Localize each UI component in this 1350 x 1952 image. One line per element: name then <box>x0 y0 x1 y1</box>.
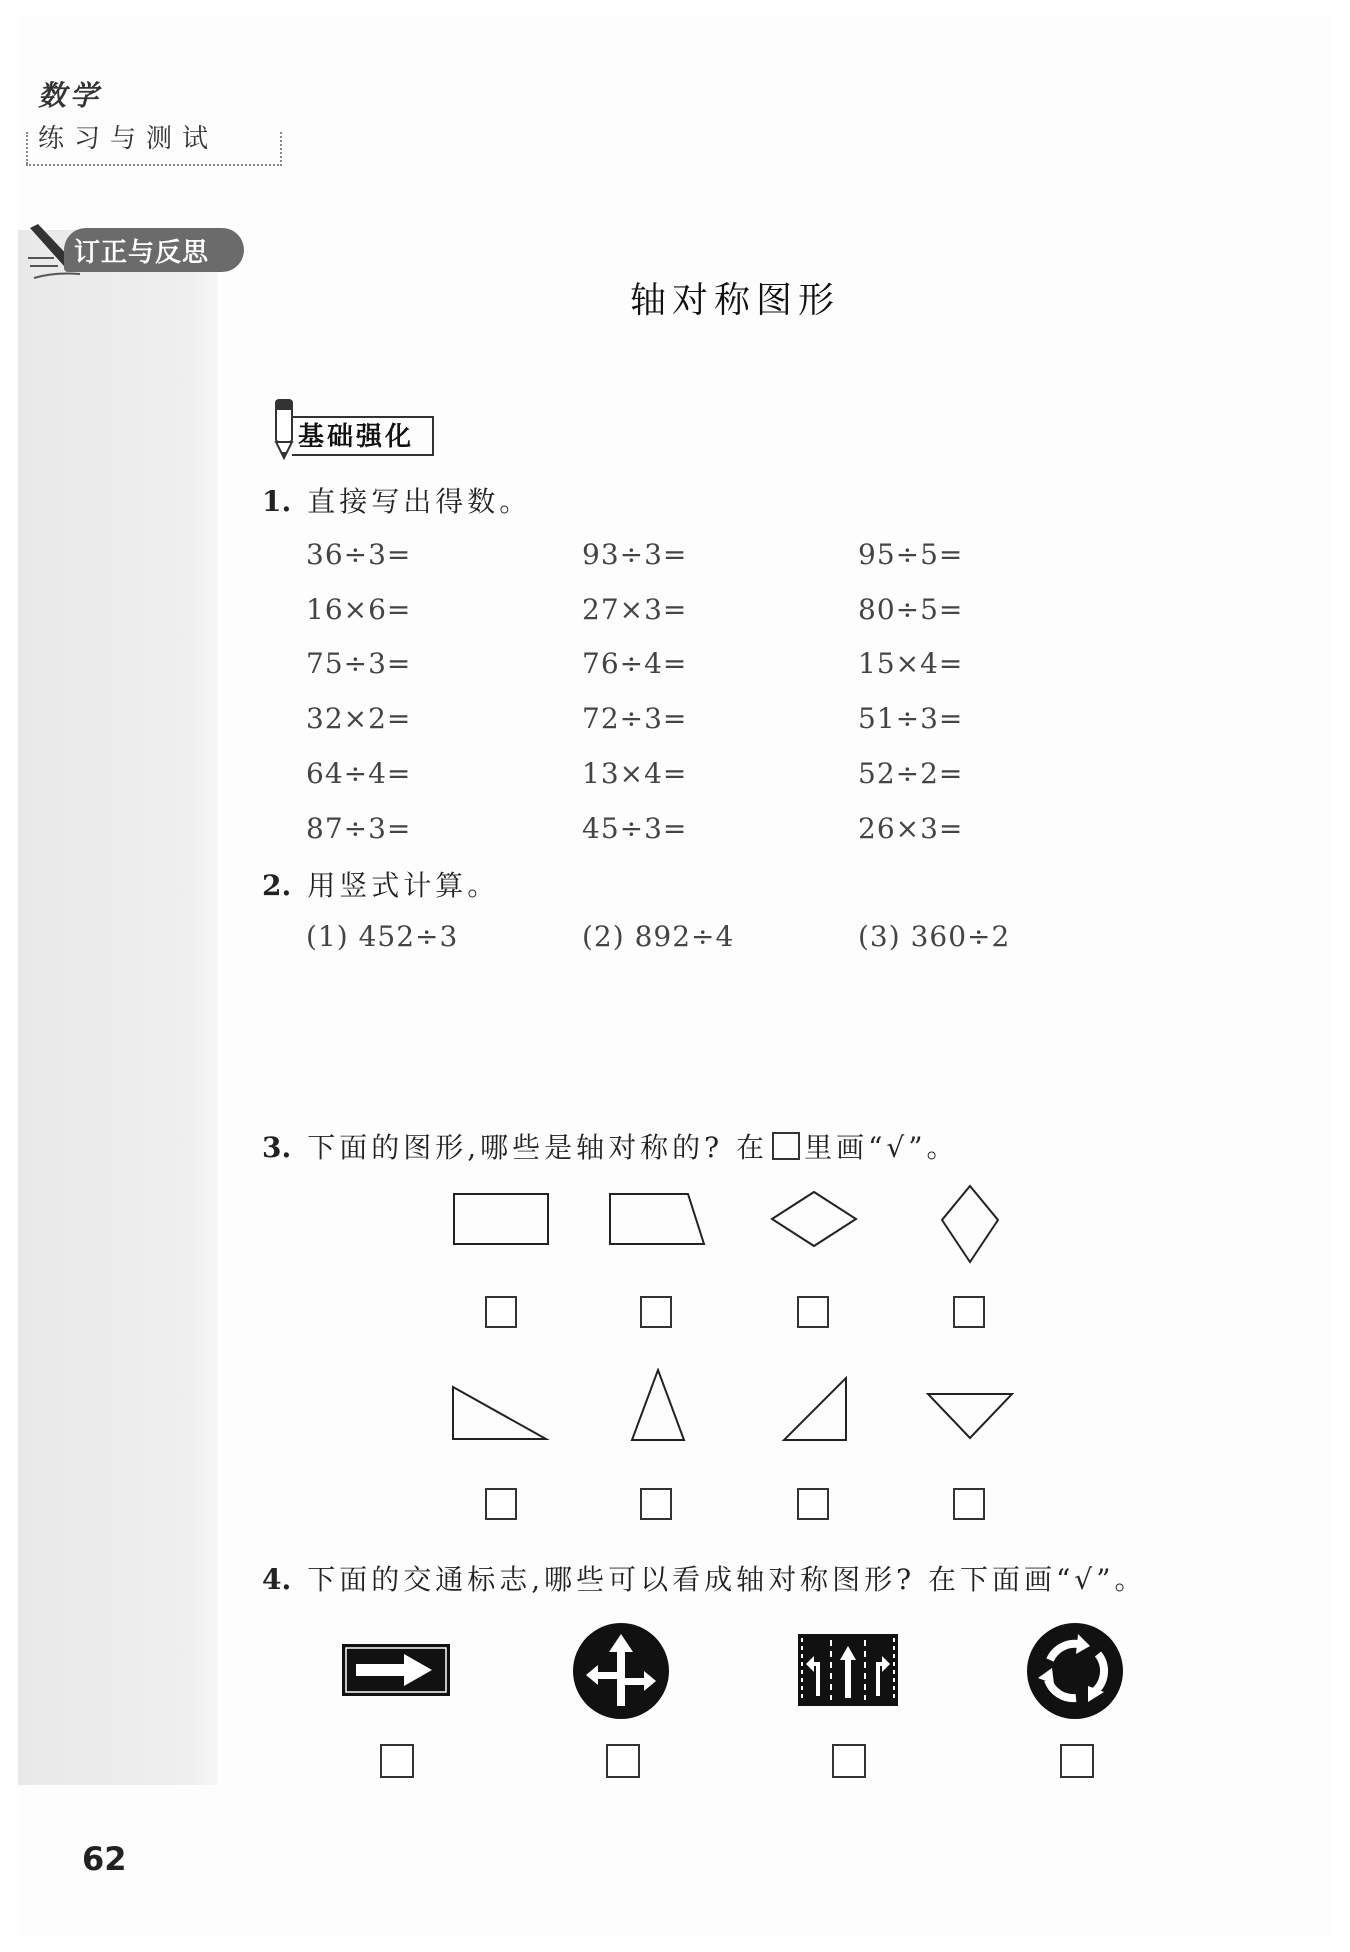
page-number: 62 <box>82 1840 127 1878</box>
mental-math-item: 36÷3= <box>306 538 412 571</box>
mental-math-item: 16×6= <box>306 593 412 626</box>
question-prompt-a: 下面的图形,哪些是轴对称的? 在 <box>307 1131 769 1164</box>
mental-math-item: 76÷4= <box>582 647 688 680</box>
right-arrow-sign-icon <box>342 1644 450 1696</box>
question-number: 3. <box>262 1131 292 1164</box>
symmetry-checkbox-4[interactable] <box>953 1296 985 1328</box>
mental-math-item: 64÷4= <box>306 757 412 790</box>
question-2 <box>262 864 499 904</box>
mental-math-item: 45÷3= <box>582 812 688 845</box>
mental-math-item: 75÷3= <box>306 647 412 680</box>
brand-frame-left <box>26 132 30 164</box>
question-prompt: 下面的交通标志,哪些可以看成轴对称图形? 在下面画“√”。 <box>307 1563 1147 1596</box>
inline-checkbox-icon <box>772 1132 800 1160</box>
rectangle-shape <box>452 1192 552 1248</box>
mental-math-item: 13×4= <box>582 757 688 790</box>
symmetry-checkbox-7[interactable] <box>797 1488 829 1520</box>
question-4 <box>262 1558 1147 1598</box>
brand-subtitle: 练习与测试 <box>38 124 219 154</box>
division-item-1: (1) 452÷3 <box>306 920 459 953</box>
question-1 <box>262 480 531 520</box>
question-number: 1. <box>262 485 292 518</box>
sign-checkbox-3[interactable] <box>832 1744 866 1778</box>
sign-checkbox-2[interactable] <box>606 1744 640 1778</box>
question-number: 4. <box>262 1563 292 1596</box>
symmetry-checkbox-6[interactable] <box>640 1488 672 1520</box>
inverted-triangle-shape <box>926 1392 1014 1440</box>
symmetry-checkbox-5[interactable] <box>485 1488 517 1520</box>
symmetry-checkbox-3[interactable] <box>797 1296 829 1328</box>
mental-math-item: 72÷3= <box>582 702 688 735</box>
division-item-2: (2) 892÷4 <box>582 920 735 953</box>
mental-math-item: 80÷5= <box>858 593 964 626</box>
question-prompt: 直接写出得数。 <box>307 485 532 518</box>
rhombus-shape <box>770 1190 860 1250</box>
sign-checkbox-4[interactable] <box>1060 1744 1094 1778</box>
page-title: 轴对称图形 <box>629 280 840 321</box>
mental-math-item: 95÷5= <box>858 538 964 571</box>
sign-checkbox-1[interactable] <box>380 1744 414 1778</box>
mental-math-item: 15×4= <box>858 647 964 680</box>
question-number: 2. <box>262 869 292 902</box>
mental-math-item: 26×3= <box>858 812 964 845</box>
kite-shape <box>938 1184 1002 1264</box>
section-label: 基础强化 <box>298 422 415 452</box>
question-3 <box>262 1126 959 1166</box>
mental-math-item: 52÷2= <box>858 757 964 790</box>
symmetry-checkbox-2[interactable] <box>640 1296 672 1328</box>
side-tab-label: 订正与反思 <box>74 238 210 268</box>
brand-frame <box>26 132 282 166</box>
division-item-3: (3) 360÷2 <box>858 920 1011 953</box>
straight-or-left-right-sign-icon <box>572 1622 670 1720</box>
isosceles-triangle-shape <box>628 1368 688 1442</box>
right-triangle-shape <box>450 1384 550 1442</box>
symmetry-checkbox-1[interactable] <box>485 1296 517 1328</box>
side-tab <box>24 228 220 272</box>
question-prompt: 用竖式计算。 <box>307 869 500 902</box>
reflection-sidebar <box>18 230 218 1785</box>
brand-title: 数学 <box>38 79 103 112</box>
question-prompt-b: 里画“√”。 <box>804 1131 959 1164</box>
right-triangle-2-shape <box>780 1374 850 1442</box>
section-header <box>268 392 438 452</box>
mental-math-item: 51÷3= <box>858 702 964 735</box>
lane-direction-sign-icon <box>798 1634 898 1706</box>
right-trapezoid-shape <box>608 1192 708 1248</box>
roundabout-sign-icon <box>1026 1622 1124 1720</box>
mental-math-item: 32×2= <box>306 702 412 735</box>
mental-math-item: 87÷3= <box>306 812 412 845</box>
mental-math-item: 93÷3= <box>582 538 688 571</box>
symmetry-checkbox-8[interactable] <box>953 1488 985 1520</box>
mental-math-item: 27×3= <box>582 593 688 626</box>
